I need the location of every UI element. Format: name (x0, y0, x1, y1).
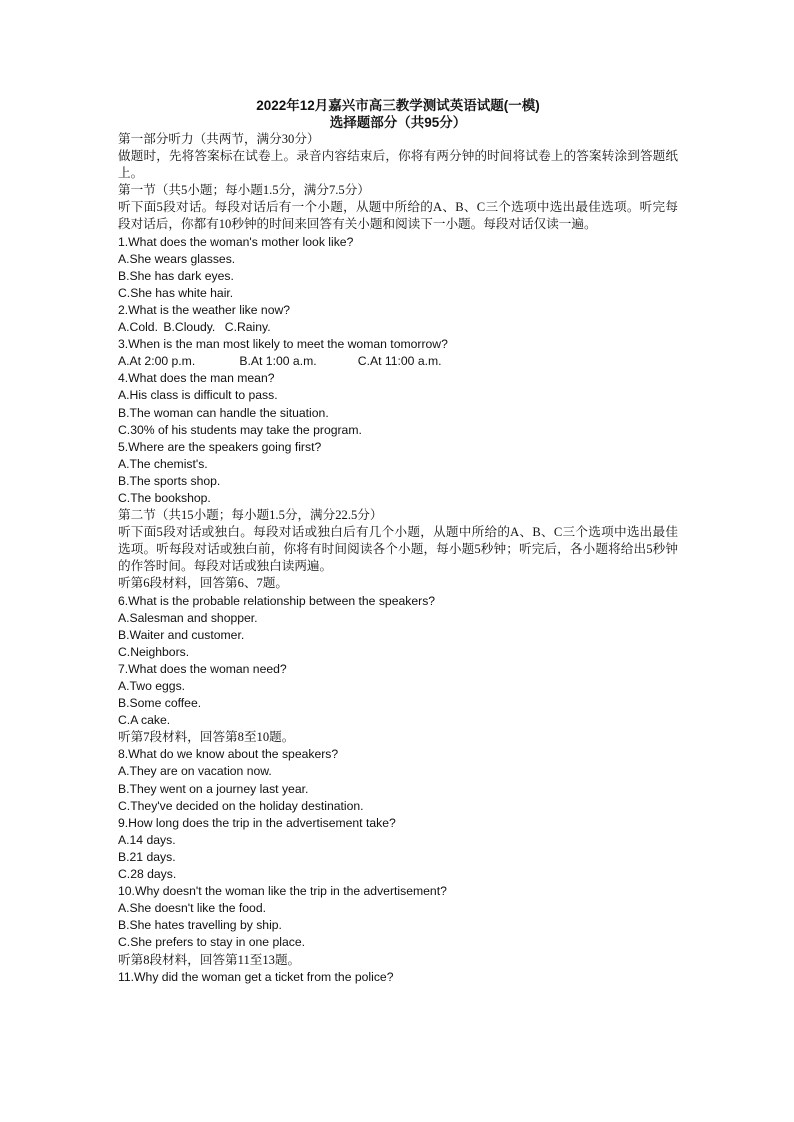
material-7-heading: 听第7段材料，回答第8至10题。 (118, 730, 295, 745)
option-4c: C.30% of his students may take the program. (118, 422, 362, 437)
options-2 (118, 319, 678, 336)
question-3: 3.When is the man most likely to meet the woman tomorrow? (118, 337, 448, 352)
section1-instruction: 听下面5段对话。每段对话后有一个小题，从题中所给的A、B、C三个选项中选出最佳选项。听完每段对话后，你都有10秒钟的时间来回答有关小题和阅读下一小题。每段对话仅读一遍。 (118, 200, 678, 232)
question-10: 10.Why doesn't the woman like the trip in the advertisement? (118, 884, 447, 899)
option-1a: A.She wears glasses. (118, 251, 236, 266)
question-8: 8.What do we know about the speakers? (118, 747, 339, 762)
option-6c: C.Neighbors. (118, 644, 190, 659)
part1-instruction: 做题时，先将答案标在试卷上。录音内容结束后，你将有两分钟的时间将试卷上的答案转涂到答题纸上。 (118, 149, 678, 181)
option-7a: A.Two eggs. (118, 679, 186, 693)
material-6-heading: 听第6段材料，回答第6、7题。 (118, 576, 289, 591)
question-7: 7.What does the woman need? (118, 661, 287, 676)
option-10c: C.She prefers to stay in one place. (118, 935, 305, 950)
question-9: 9.How long does the trip in the advertisement take? (118, 815, 396, 830)
question-1: 1.What does the woman's mother look like? (118, 234, 354, 249)
option-9a: A.14 days. (118, 832, 176, 847)
option-8b: B.They went on a journey last year. (118, 781, 309, 796)
option-8c: C.They've decided on the holiday destination. (118, 798, 364, 813)
option-6b: B.Waiter and customer. (118, 627, 245, 642)
option-2b: B.Cloudy. (163, 320, 216, 335)
option-9c: C.28 days. (118, 867, 177, 882)
option-10a: A.She doesn't like the food. (118, 901, 266, 916)
exam-title: 2022年12月嘉兴市高三教学测试英语试题(一模) (256, 98, 540, 113)
question-5: 5.Where are the speakers going first? (118, 439, 322, 454)
option-7b: B.Some coffee. (118, 696, 202, 711)
option-5a: A.The chemist's. (118, 456, 208, 471)
option-5c: C.The bookshop. (118, 490, 211, 505)
option-2a: A.Cold. (118, 320, 158, 335)
exam-subtitle: 选择题部分（共95分） (329, 115, 467, 130)
options-3 (118, 353, 678, 370)
option-2c: C.Rainy. (224, 320, 271, 335)
option-10b: B.She hates travelling by ship. (118, 918, 282, 933)
option-1c: C.She has white hair. (118, 285, 234, 300)
option-5b: B.The sports shop. (118, 473, 221, 488)
section2-instruction: 听下面5段对话或独白。每段对话或独白后有几个小题，从题中所给的A、B、C三个选项中选出最佳选项。听每段对话或独白前，你将有时间阅读各个小题，每小题5秒钟；听完后，各小题将给出5秒钟的作答时间。每段对话或独白读两遍。 (118, 525, 678, 574)
question-11: 11.Why did the woman get a ticket from the police? (118, 969, 394, 984)
exam-page (118, 97, 678, 986)
option-1b: B.She has dark eyes. (118, 268, 234, 283)
option-3a: A.At 2:00 p.m. (118, 354, 196, 369)
material-8-heading: 听第8段材料，回答第11至13题。 (118, 952, 301, 967)
option-8a: A.They are on vacation now. (118, 764, 272, 779)
part1-heading: 第一部分听力（共两节，满分30分） (118, 132, 320, 146)
option-4b: B.The woman can handle the situation. (118, 405, 329, 420)
option-3b: B.At 1:00 a.m. (239, 354, 317, 369)
question-2: 2.What is the weather like now? (118, 302, 291, 317)
question-6: 6.What is the probable relationship between the speakers? (118, 593, 436, 608)
option-6a: A.Salesman and shopper. (118, 610, 258, 625)
option-7c: C.A cake. (118, 713, 171, 728)
section2-heading: 第二节（共15小题；每小题1.5分，满分22.5分） (118, 508, 383, 523)
option-3c: C.At 11:00 a.m. (357, 354, 442, 369)
question-4: 4.What does the man mean? (118, 371, 275, 386)
option-9b: B.21 days. (118, 849, 176, 864)
option-4a: A.His class is difficult to pass. (118, 388, 278, 403)
section1-heading: 第一节（共5小题；每小题1.5分，满分7.5分） (118, 183, 370, 198)
